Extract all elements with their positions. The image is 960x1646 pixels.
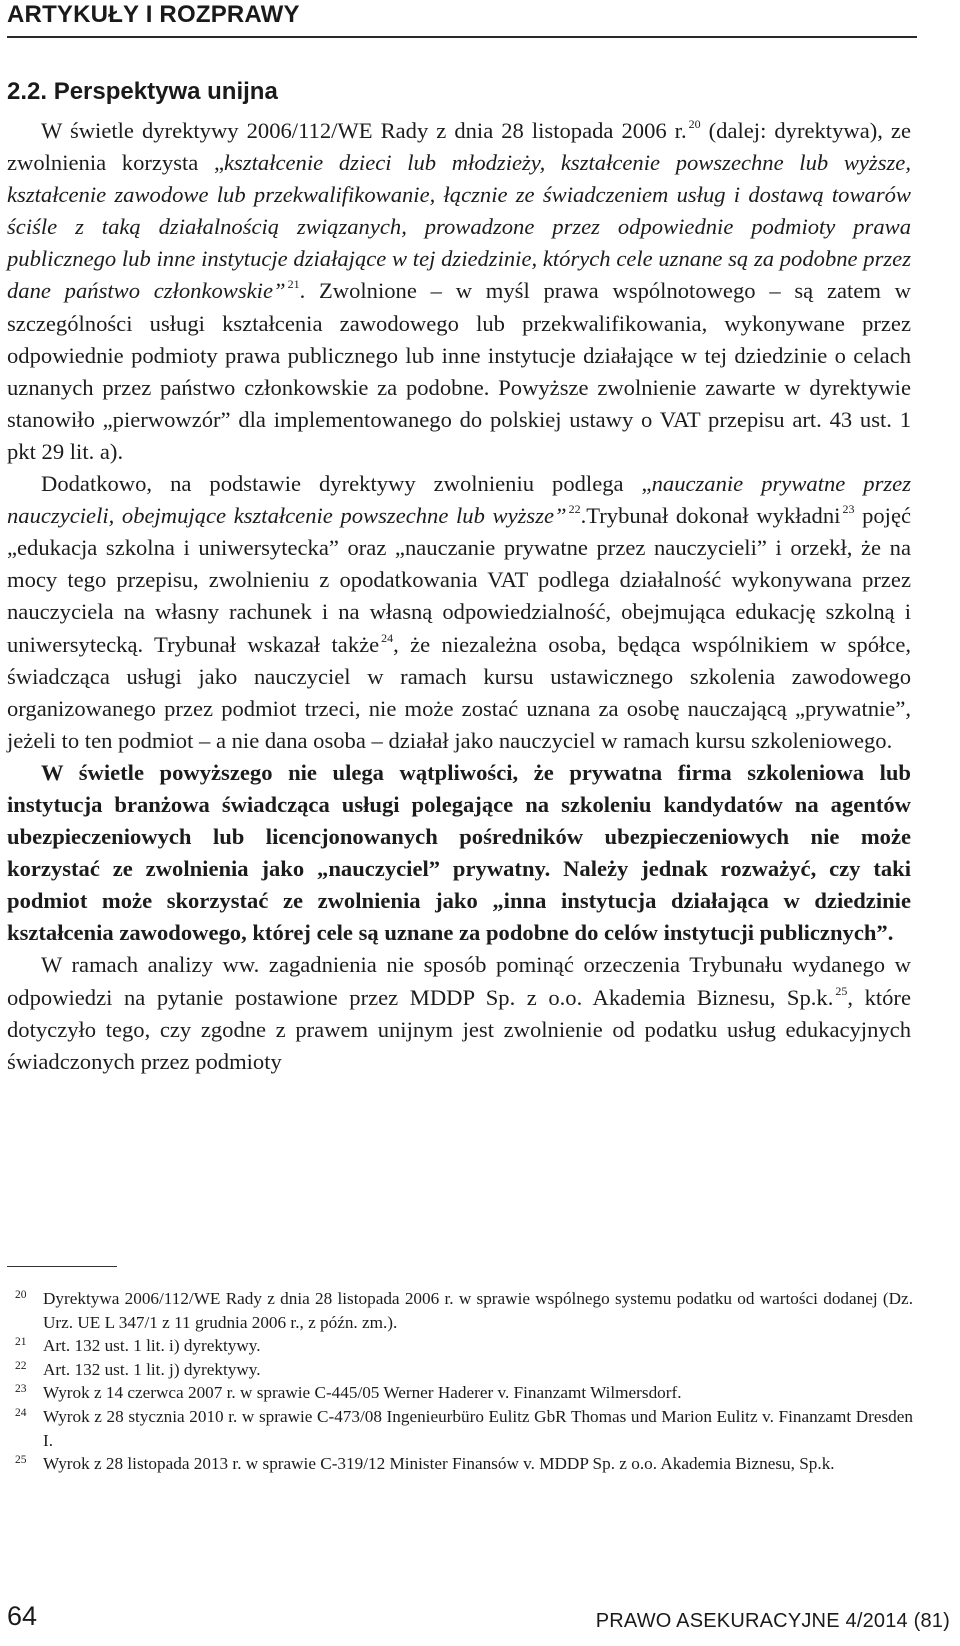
paragraph-3-bold-conclusion: W świetle powyższego nie ulega wątpliwości, że prywatna firma szkoleniowa lub instytucja branżowa świadcząca usługi polegające na szkoleniu kandydatów na agentów ubezpieczeniowych lub licencjonowanych pośredników ubezpieczeniowych nie może korzystać ze zwolnienia jako „nauczyciel” prywatny. Należy jednak rozważyć, czy taki podmiot może skorzystać ze zwolnienia jako „inna instytucja działająca w dziedzinie kształcenia zawodowego, której cele są uznane za podobne do celów instytucji publicznych”. bbox=[7, 759, 911, 946]
quote-close: ” bbox=[273, 278, 286, 304]
quote-close: ” bbox=[554, 503, 567, 529]
paragraph-text: W świetle dyrektywy 2006/112/WE Rady z dnia 28 listopada 2006 r. bbox=[41, 118, 687, 143]
footnote-ref-23[interactable]: 23 bbox=[842, 502, 855, 517]
running-header-section: ARTYKUŁY I ROZPRAWY bbox=[7, 1, 300, 28]
footnote-ref-24[interactable]: 24 bbox=[381, 630, 394, 645]
quoted-text: nauczanie prywatne przez nauczycieli, obejmujące kształcenie powszechne lub wyższe bbox=[7, 471, 911, 529]
paragraph-text: Dodatkowo, na podstawie dyrektywy zwolnieniu podlega „ bbox=[41, 471, 652, 497]
footnote-number: 20 bbox=[15, 1289, 27, 1301]
footnote bbox=[7, 1381, 913, 1405]
paragraph-text: , że niezależna osoba, będąca wspólnikiem w spółce, świadcząca usługi jako nauczyciel w ramach kursu ustawicznego szkolenia zawodowego organizowanego przez podmiot trzeci, nie może zostać uznana za osobę nauczającą „prywatnie”, jeżeli to ten podmiot – a nie dana osoba – działał jako nauczyciel w ramach kursu szkoleniowego. bbox=[7, 631, 911, 753]
footnote-ref-22[interactable]: 22 bbox=[568, 502, 581, 517]
footnote-number: 23 bbox=[15, 1383, 27, 1396]
footnote-text: Art. 132 ust. 1 lit. j) dyrektywy. bbox=[43, 1359, 261, 1379]
footnote-number: 24 bbox=[15, 1406, 27, 1419]
footnote-number: 22 bbox=[15, 1359, 27, 1372]
paragraph-text: . Zwolnione – w myśl prawa wspólnotowego – są zatem w szczególności usługi kształcenia zawodowego lub przekwalifikowania, wykonywane przez odpowiednie podmioty prawa publicznego lub inne instytucje działające w tej dziedzinie o celach uznanych przez państwo członkowskie za podobne. Powyższe zwolnienie zawarte w dyrektywie stanowiło „pierwowzór” dla implementowanego do polskiej ustawy o VAT przepisu art. 43 ust. 1 pkt 29 lit. a). bbox=[7, 278, 911, 464]
paragraph-2 bbox=[7, 468, 911, 757]
footnote-number: 25 bbox=[15, 1454, 27, 1467]
footnote-text: Dyrektywa 2006/112/WE Rady z dnia 28 listopada 2006 r. w sprawie wspólnego systemu podatku od wartości dodanej (Dz. Urz. UE L 347/1 z 11 grudnia 2006 r., z późn. zm.). bbox=[43, 1289, 913, 1332]
section-heading: 2.2. Perspektywa unijna bbox=[7, 78, 278, 105]
footnote-ref-20[interactable]: 20 bbox=[688, 117, 701, 131]
paragraph-text: W ramach analizy ww. zagadnienia nie sposób pominąć orzeczenia Trybunału wydanego w odpowiedzi na pytanie postawione przez MDDP Sp. z o.o. Akademia Biznesu, Sp.k. bbox=[7, 952, 911, 1010]
footnote bbox=[7, 1334, 913, 1358]
footnote-text: Wyrok z 28 listopada 2013 r. w sprawie C-319/12 Minister Finansów v. MDDP Sp. z o.o. Akademia Biznesu, Sp.k. bbox=[43, 1454, 835, 1474]
paragraph-text: , które dotyczyło tego, czy zgodne z prawem unijnym jest zwolnienie od podatku usług edukacyjnych świadczonych przez podmioty bbox=[7, 984, 911, 1074]
paragraph-text: (dalej: dyrektywa), ze zwolnienia korzysta „ bbox=[7, 118, 911, 176]
paragraph-4 bbox=[7, 949, 911, 1077]
page-number: 64 bbox=[7, 1601, 38, 1631]
footnote bbox=[7, 1287, 913, 1334]
footnote-ref-21[interactable]: 21 bbox=[287, 277, 300, 292]
footnote-ref-25[interactable]: 25 bbox=[835, 983, 848, 998]
footnote-text: Art. 132 ust. 1 lit. i) dyrektywy. bbox=[43, 1336, 261, 1356]
paragraph-text: .Trybunał dokonał wykładni bbox=[580, 503, 841, 529]
footnote bbox=[7, 1405, 913, 1452]
footnote bbox=[7, 1452, 913, 1476]
footnote-text: Wyrok z 14 czerwca 2007 r. w sprawie C-445/05 Werner Haderer v. Finanzamt Wilmersdorf. bbox=[43, 1383, 682, 1403]
footnote-separator bbox=[7, 1266, 117, 1267]
paragraph-1 bbox=[7, 115, 911, 468]
footnote-text: Wyrok z 28 stycznia 2010 r. w sprawie C-473/08 Ingenieurbüro Eulitz GbR Thomas und Marion Eulitz v. Finanzamt Dresden I. bbox=[43, 1406, 913, 1450]
footnote-number: 21 bbox=[15, 1336, 27, 1349]
article-body bbox=[7, 115, 911, 1078]
quoted-text: kształcenie dzieci lub młodzieży, kształcenie powszechne lub wyższe, kształcenie zawodowe lub przekwalifikowanie, łącznie ze świadczeniem usług i dostawą towarów ściśle z taką działalnością związanych, prowadzone przez odpowiednie podmioty prawa publicznego lub inne instytucje działające w tej dziedzinie, których cele uznane są za podobne przez dane państwo członkowskie bbox=[7, 150, 911, 304]
footnote bbox=[7, 1358, 913, 1382]
footnotes bbox=[7, 1287, 913, 1476]
paragraph-text: pojęć „edukacja szkolna i uniwersytecka” oraz „nauczanie prywatne przez nauczycieli” i orzekł, że na mocy tego przepisu, zwolnieniu z opodatkowania VAT podlega działalność wykonywana przez nauczyciela na własny rachunek i na własną odpowiedzialność, obejmująca edukację szkolną i uniwersytecką. Trybunał wskazał także bbox=[7, 503, 911, 657]
header-rule bbox=[7, 36, 917, 38]
journal-name: PRAWO ASEKURACYJNE 4/2014 (81) bbox=[595, 1610, 950, 1632]
